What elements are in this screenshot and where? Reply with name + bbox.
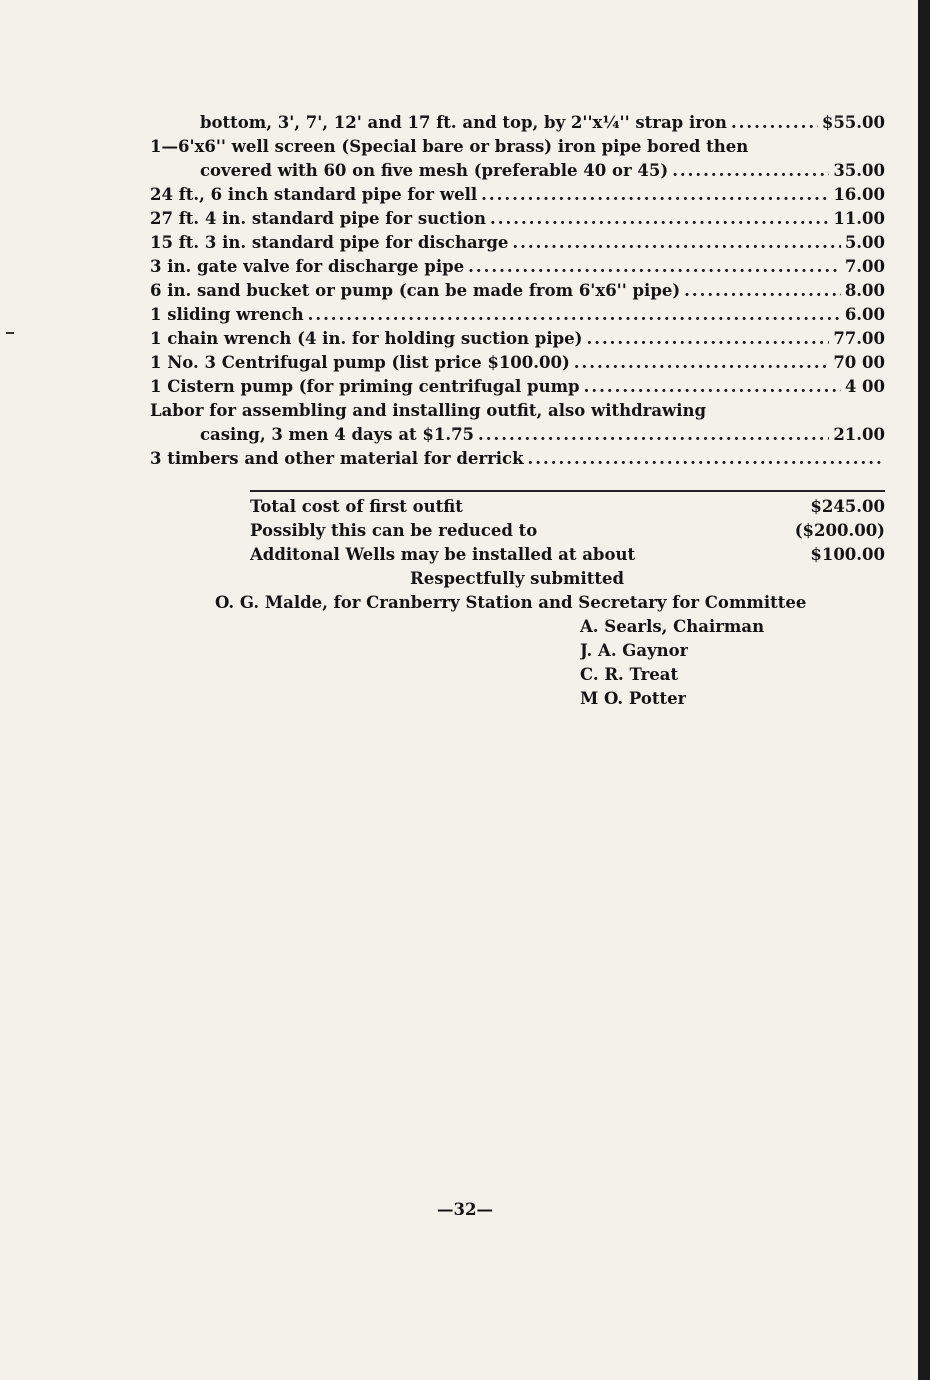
item-description: 24 ft., 6 inch standard pipe for well [150, 185, 478, 204]
leader-dots [308, 304, 841, 326]
item-labor [200, 424, 885, 446]
leader-dots [574, 352, 830, 374]
item-description: covered with 60 on five mesh (preferable 40 or 45) [200, 161, 669, 180]
total-additional-wells [250, 544, 885, 566]
total-label: Possibly this can be reduced to [250, 521, 538, 540]
item-description: 27 ft. 4 in. standard pipe for suction [150, 209, 487, 228]
leader-dots [490, 208, 829, 230]
total-amount: $100.00 [810, 545, 885, 564]
total-amount: ($200.00) [794, 521, 885, 540]
item-description: 1 Cistern pump (for priming centrifugal pump [150, 377, 580, 396]
leader-dots [731, 112, 818, 134]
leader-dots [584, 376, 841, 398]
item-chain-wrench [150, 328, 885, 350]
item-well-screen-head [150, 136, 885, 158]
item-description: Labor for assembling and installing outfit, also withdrawing [150, 401, 707, 420]
item-description: 3 in. gate valve for discharge pipe [150, 257, 465, 276]
item-sliding-wrench [150, 304, 885, 326]
item-description: 1 chain wrench (4 in. for holding suction pipe) [150, 329, 583, 348]
item-amount: 4 00 [844, 377, 885, 396]
total-label: Total cost of first outfit [250, 497, 463, 516]
item-amount: 21.00 [833, 425, 885, 444]
total-label: Additonal Wells may be installed at about [250, 545, 636, 564]
signatory-4: M O. Potter [580, 689, 687, 708]
signatory-3: C. R. Treat [580, 665, 679, 684]
total-amount: $245.00 [810, 497, 885, 516]
item-amount: 77.00 [833, 329, 885, 348]
item-timbers [150, 448, 885, 470]
item-cistern-pump [150, 376, 885, 398]
closing-text: Respectfully submitted [410, 569, 624, 588]
item-centrifugal-pump [150, 352, 885, 374]
item-screen-straps [200, 112, 885, 134]
item-amount: 5.00 [844, 233, 885, 252]
item-description: bottom, 3', 7', 12' and 17 ft. and top, by 2''x¼'' strap iron [200, 113, 727, 132]
item-description: 1 No. 3 Centrifugal pump (list price $100.00) [150, 353, 570, 372]
item-amount: 6.00 [844, 305, 885, 324]
leader-dots [528, 448, 881, 470]
total-reduced [250, 520, 885, 542]
item-description: 15 ft. 3 in. standard pipe for discharge [150, 233, 509, 252]
signatory-2: J. A. Gaynor [580, 641, 689, 660]
total-rule [250, 490, 885, 492]
leader-dots [586, 328, 829, 350]
page-number: —32— [437, 1200, 493, 1219]
page-edge [918, 0, 930, 1380]
leader-dots [512, 232, 840, 254]
item-description: 3 timbers and other material for derrick [150, 449, 524, 468]
item-labor-head [150, 400, 885, 422]
item-amount: 11.00 [833, 209, 885, 228]
item-amount: 8.00 [844, 281, 885, 300]
total-first-outfit [250, 496, 885, 518]
item-well-pipe [150, 184, 885, 206]
item-amount: 35.00 [833, 161, 885, 180]
leader-dots [672, 160, 829, 182]
item-amount: $55.00 [821, 113, 885, 132]
leader-dots [481, 184, 829, 206]
leader-dots [468, 256, 841, 278]
author-line: O. G. Malde, for Cranberry Station and Secretary for Committee [215, 593, 807, 612]
item-amount: 16.00 [833, 185, 885, 204]
item-suction-pipe [150, 208, 885, 230]
item-description: casing, 3 men 4 days at $1.75 [200, 425, 475, 444]
item-well-screen [200, 160, 885, 182]
margin-mark [6, 332, 14, 334]
item-amount: 70 00 [833, 353, 885, 372]
item-amount: 7.00 [844, 257, 885, 276]
item-discharge-pipe [150, 232, 885, 254]
item-description: 6 in. sand bucket or pump (can be made from 6'x6'' pipe) [150, 281, 681, 300]
item-sand-bucket [150, 280, 885, 302]
signatory-1: A. Searls, Chairman [580, 617, 765, 636]
item-description: 1 sliding wrench [150, 305, 304, 324]
leader-dots [684, 280, 841, 302]
item-description: 1—6'x6'' well screen (Special bare or brass) iron pipe bored then [150, 137, 749, 156]
item-gate-valve [150, 256, 885, 278]
leader-dots [478, 424, 829, 446]
